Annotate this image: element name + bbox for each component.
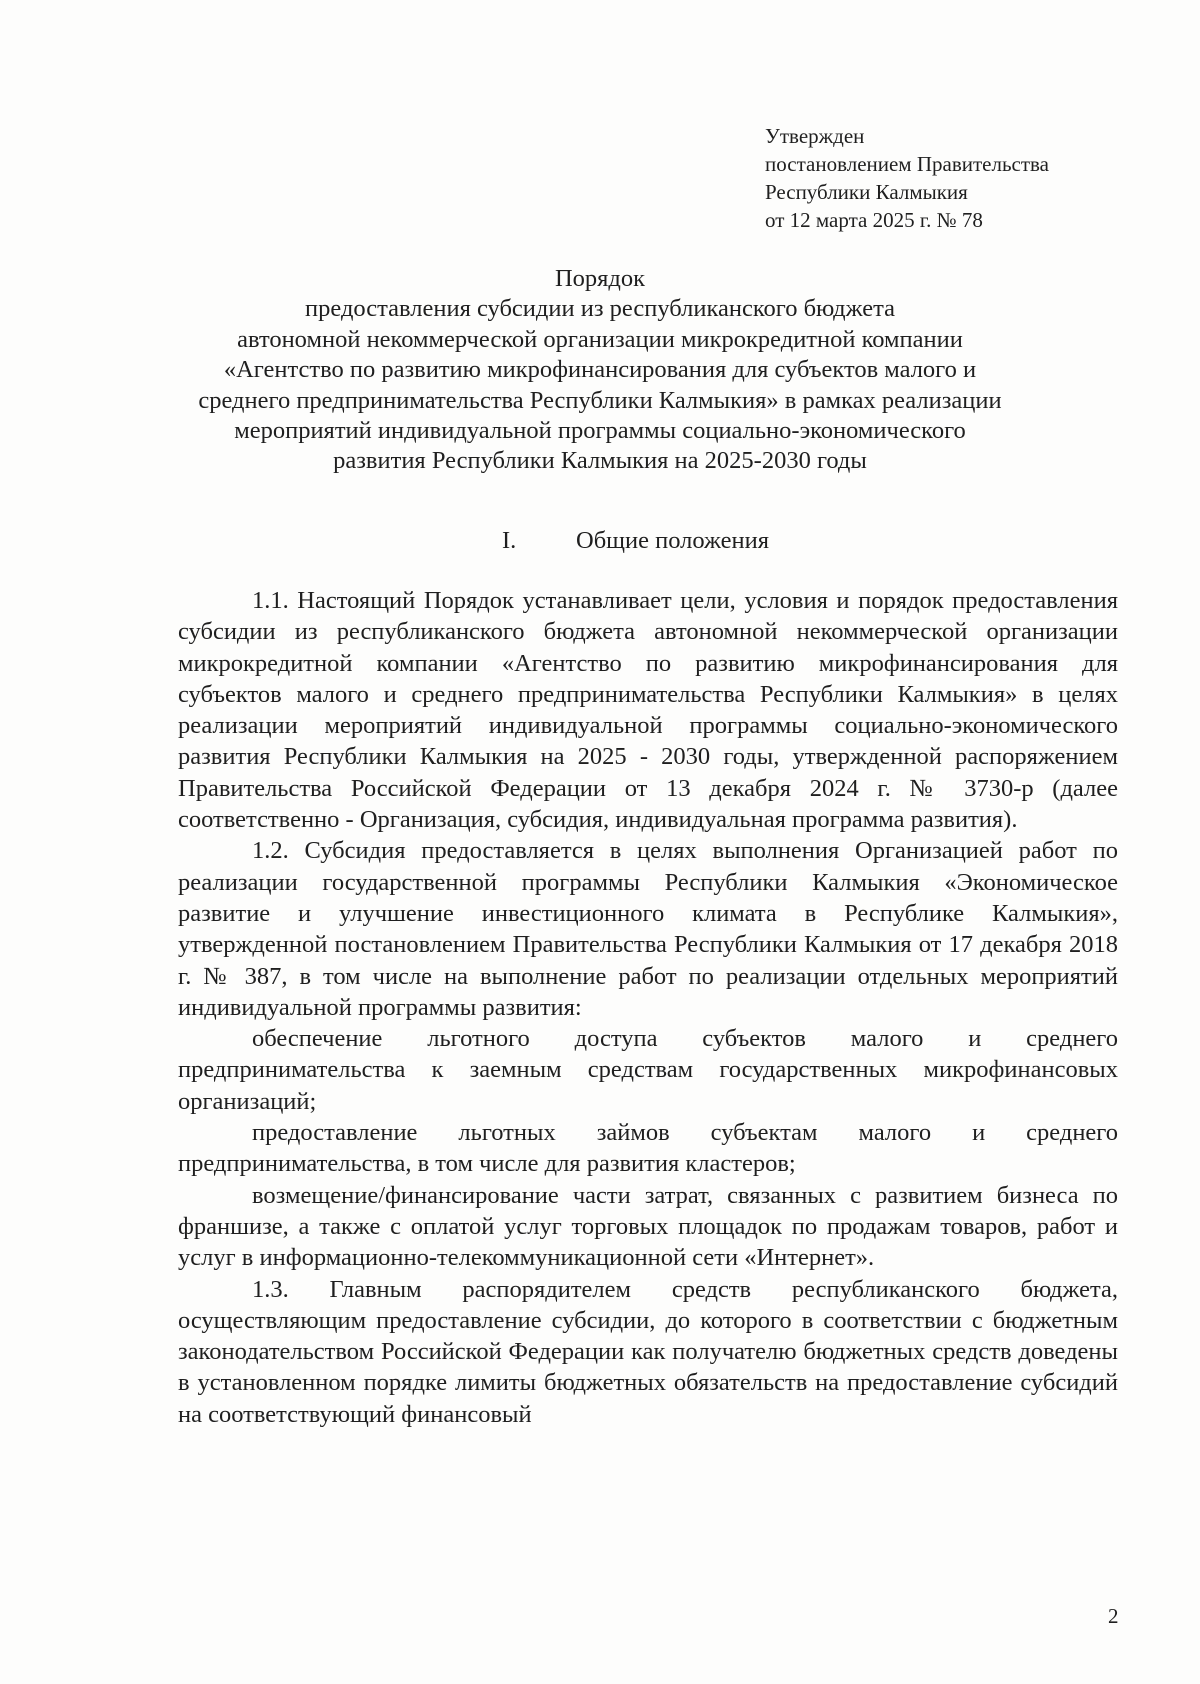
document-title	[150, 264, 1050, 477]
paragraph: 1.1. Настоящий Порядок устанавливает цели, условия и порядок предоставления субсидии из республиканского бюджета автономной некоммерческой организации микрокредитной компании «Агентство по развитию микрофинансирования для субъектов малого и среднего предпринимательства Республики Калмыкия» в целях реализации мероприятий индивидуальной программы социально-экономического развития Республики Калмыкия на 2025 - 2030 годы, утвержденной распоряжением Правительства Российской Федерации от 13 декабря 2024 г. № 3730-р (далее соответственно - Организация, субсидия, индивидуальная программа развития).	[178, 587, 1118, 834]
approval-line: Республики Калмыкия	[765, 180, 968, 204]
paragraph: возмещение/финансирование части затрат, связанных с развитием бизнеса по франшизе, а также с оплатой услуг торговых площадок по продажам товаров, работ и услуг в информационно-телекоммуникационной сети «Интернет».	[178, 1181, 1118, 1272]
approval-line: постановлением Правительства	[765, 152, 1050, 176]
title-line: автономной некоммерческой организации микрокредитной компании	[237, 325, 963, 353]
title-line: «Агентство по развитию микрофинансирования для субъектов малого и	[223, 356, 977, 384]
document-body	[178, 585, 1118, 1430]
approval-line: от 12 марта 2025 г. № 78	[765, 208, 983, 232]
approval-line: Утвержден	[765, 124, 865, 148]
paragraph: 1.2. Субсидия предоставляется в целях выполнения Организацией работ по реализации государственной программы Республики Калмыкия «Экономическое развитие и улучшение инвестиционного климата в Республике Калмыкия», утвержденной постановлением Правительства Республики Калмыкия от 17 декабря 2018 г. № 387, в том числе на выполнение работ по реализации отдельных мероприятий индивидуальной программы развития:	[178, 837, 1118, 1021]
paragraph: обеспечение льготного доступа субъектов малого и среднего предпринимательства к заемным средствам государственных микрофинансовых организаций;	[178, 1025, 1118, 1115]
page-number: 2	[1108, 1604, 1119, 1628]
paragraph: 1.3. Главным распорядителем средств республиканского бюджета, осуществляющим предоставление субсидии, до которого в соответствии с бюджетным законодательством Российской Федерации как получателю бюджетных средств доведены в установленном порядке лимиты бюджетных обязательств на предоставление субсидий на соответствующий финансовый	[178, 1275, 1118, 1428]
approval-stamp	[765, 122, 1049, 234]
section-number: I.	[502, 527, 517, 554]
title-line: развития Республики Калмыкия на 2025-2030 годы	[333, 447, 867, 475]
title-line: мероприятий индивидуальной программы социально-экономического	[234, 417, 966, 445]
title-line: Порядок	[554, 265, 646, 292]
title-line: среднего предпринимательства Республики Калмыкия» в рамках реализации	[198, 386, 1002, 414]
section-title: Общие положения	[576, 527, 770, 554]
title-line: предоставления субсидии из республиканского бюджета	[305, 295, 895, 323]
paragraph: предоставление льготных займов субъектам малого и среднего предпринимательства, в том числе для развития кластеров;	[178, 1119, 1118, 1178]
